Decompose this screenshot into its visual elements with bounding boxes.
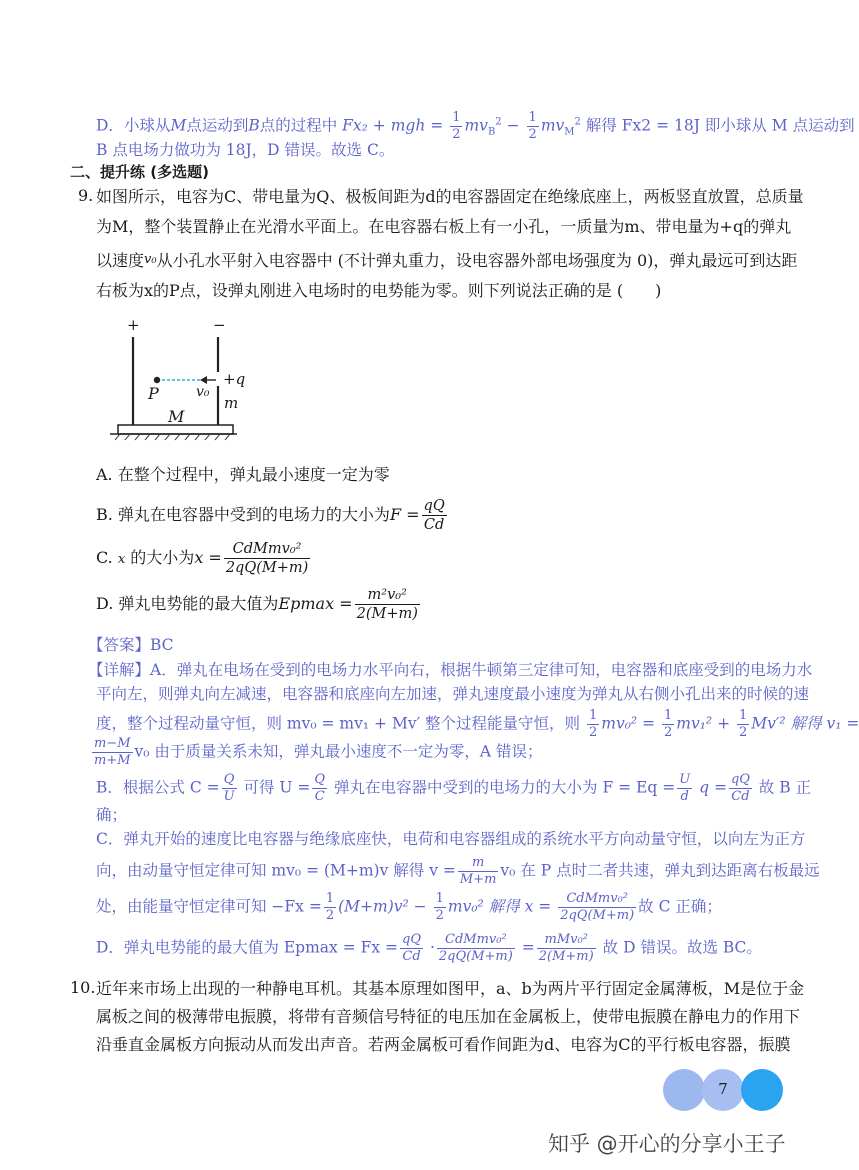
- answer-line-a3: 度，整个过程动量守恒，则 mv₀ = mv₁ + Mv′ 整个过程能量守恒，则 $\frac{1}{2}$ mv₀² = $\frac{1}{2}$ mv₁² + $\frac{1}{2}$ Mv′² 解得 v₁ =: [96, 708, 859, 740]
- q10-number: 10.: [70, 978, 96, 997]
- q10-line-3: 沿垂直金属板方向振动从而发出声音。若两金属板可看作间距为d、电容为C的平行板电容器，振膜: [96, 1035, 791, 1054]
- answer-line-b1: B．根据公式 C = $\frac{Q}{U}$ 可得 U = $\frac{Q}{C}$ 弹丸在电容器中受到的电场力的大小为 F = Eq = $\frac{U}{d}$ q = $\frac{qQ}{Cd}$ 故 B 正: [96, 772, 812, 804]
- q9-line-4: 右板为x的P点，设弹丸刚进入电场时的电势能为零。则下列说法正确的是 ( ): [96, 281, 662, 300]
- q9-line-3: 以速度v₀从小孔水平射入电容器中 (不计弹丸重力，设电容器外部电场强度为 0)，弹丸最远可到达距: [96, 251, 798, 270]
- point-p-label: P: [148, 384, 159, 403]
- answer-line-a4: $\frac{m-M}{m+M}$ v₀ 由于质量关系未知，弹丸最小速度不一定为零，A 错误；: [94, 736, 543, 768]
- answer-label: 【答案】BC: [88, 636, 174, 654]
- mass-M-label: M: [168, 407, 185, 426]
- plus-label: +: [127, 316, 140, 334]
- answer-line-a1: 【详解】A．弹丸在电场在受到的电场力水平向右，根据牛顿第三定律可知，电容器和底座受到的电场力水: [88, 661, 813, 679]
- q10-line-1: 近年来市场上出现的一种静电耳机。其基本原理如图甲，a、b为两片平行固定金属薄板，M是位于金: [96, 979, 805, 998]
- point-p-dot: [154, 377, 160, 383]
- q9-option-a: A. 在整个过程中，弹丸最小速度一定为零: [96, 465, 390, 484]
- bubble-right: [741, 1069, 783, 1111]
- answer-line-c2: 向，由动量守恒定律可知 mv₀ = (M+m)v 解得 v = $\frac{m}{M+m}$ v₀ 在 P 点时二者共速，弹丸到达距离右板最远: [96, 855, 820, 887]
- q9-option-d: D. 弹丸电势能的最大值为Epmax = $\frac{\text{m²v₀²}}{2(M+m)}$: [96, 587, 418, 622]
- q9-number: 9.: [78, 186, 94, 205]
- minus-label: −: [213, 316, 226, 334]
- charge-label: +q: [223, 370, 246, 388]
- q9-option-b: B. 弹丸在电容器中受到的电场力的大小为F = $\frac{qQ}{Cd}$: [96, 498, 445, 533]
- capacitor-figure: [110, 312, 245, 452]
- answer-line-c1: C．弹丸开始的速度比电容器与绝缘底座快，电荷和电容器组成的系统水平方向动量守恒，以向左为正方: [96, 830, 806, 848]
- prev-answer-line-1: D．小球从M点运动到B点的过程中 Fx₂ + mgh = $\frac{1}{2}$ $mv_B^2$ − $\frac{1}{2}$ $mv_M^2$ 解得 Fx2 = 18J 即小球从 M 点运动到: [96, 110, 855, 142]
- arrow-left-icon: [200, 376, 207, 384]
- v0-label: v₀: [196, 384, 210, 400]
- page-number: 7: [718, 1080, 728, 1098]
- q9-line-1: 如图所示，电容为C、带电量为Q、极板间距为d的电容器固定在绝缘底座上，两板竖直放置，总质量: [96, 187, 804, 206]
- bubble-left: [663, 1069, 705, 1111]
- answer-line-d1: D．弹丸电势能的最大值为 Epmax = Fx = $\frac{qQ}{Cd}$ · $\frac{\text{CdMmv₀²}}{2qQ(M+m)}$ = $\frac{\text{mMv₀²}}{2(M+m)}$ 故 D 错误。故选 BC。: [96, 932, 762, 964]
- answer-line-b2: 确；: [96, 806, 128, 824]
- prev-answer-line-2: B 点电场力做功为 18J，D 错误。故选 C。: [96, 141, 395, 159]
- q9-line-2: 为M，整个装置静止在光滑水平面上。在电容器右板上有一小孔，一质量为m、带电量为+q的弹丸: [96, 217, 792, 236]
- q9-option-c: C. x 的大小为x = $\frac{\text{CdMmv₀²}}{2qQ(M+m)}$: [96, 541, 309, 576]
- q10-line-2: 属板之间的极薄带电振膜，将带有音频信号特征的电压加在金属板上，使带电振膜在静电力的作用下: [96, 1007, 801, 1026]
- answer-line-c3: 处，由能量守恒定律可知 −Fx = $\frac{1}{2}$ (M+m)v² − $\frac{1}{2}$ mv₀² 解得 x = $\frac{\text{CdMmv₀²}}{2qQ(M+m)}$ 故 C 正确；: [96, 891, 722, 923]
- mass-m-label: m: [224, 394, 239, 412]
- answer-line-a2: 平向左，则弹丸向左减速，电容器和底座向左加速，弹丸速度最小速度为弹丸从右侧小孔出来的时候的速: [96, 685, 810, 703]
- section-title: 二、提升练 (多选题): [70, 163, 209, 181]
- watermark: 知乎 @开心的分享小王子: [548, 1132, 786, 1156]
